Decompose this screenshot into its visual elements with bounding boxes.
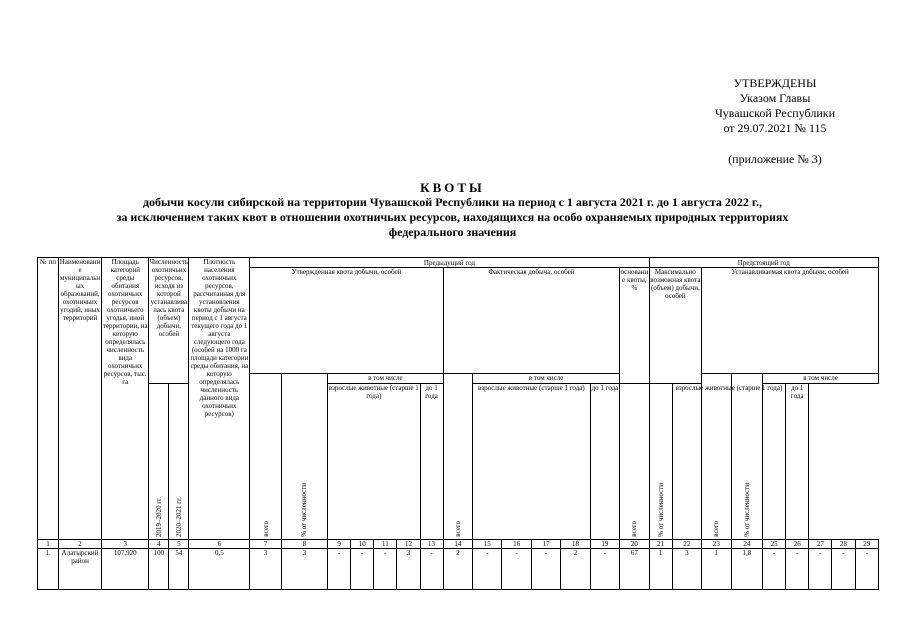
column-number: 2 bbox=[59, 540, 102, 549]
rotated-header-text: всего bbox=[261, 521, 270, 537]
header-approved-under: до 1 года bbox=[420, 384, 443, 540]
header-max-pct bbox=[649, 384, 672, 540]
table-cell: 100 bbox=[149, 549, 169, 590]
rotated-header-text: % от численности bbox=[742, 483, 751, 537]
column-numbers-row bbox=[38, 540, 879, 549]
table-cell: 1. bbox=[38, 549, 59, 590]
header-year-2020 bbox=[169, 384, 189, 540]
header-density: Плотность населения охотничьих ресурсов, рассчитанная для установления квоты добычи на период с 1 августа текущего года до 1 августа следующего года (особей на 1000 га площади категории среды обитания, на которую определялась численность данного вида охотничьих ресурсов) bbox=[189, 258, 250, 540]
header-actual-under: до 1 года bbox=[590, 384, 619, 540]
title-line-3: федерального значения bbox=[388, 225, 517, 239]
table-cell: 54 bbox=[169, 549, 189, 590]
table-cell: - bbox=[420, 549, 443, 590]
header-approved-total bbox=[250, 374, 282, 540]
column-number: 13 bbox=[420, 540, 443, 549]
column-number: 16 bbox=[502, 540, 531, 549]
header-count: Численность охотничьих ресурсов, исходя из которой устанавливалась квота (объем) добычи, особей bbox=[149, 258, 189, 384]
column-number: 28 bbox=[832, 540, 855, 549]
column-number: 19 bbox=[590, 540, 619, 549]
header-set-under: до 1 года bbox=[786, 384, 809, 540]
header-set-adult: взрослые животные (старше 1 года) bbox=[672, 384, 785, 540]
column-number: 21 bbox=[649, 540, 672, 549]
table-cell: 1 bbox=[702, 549, 731, 590]
table-cell: 3 bbox=[397, 549, 420, 590]
column-number: 3 bbox=[102, 540, 149, 549]
column-number: 17 bbox=[531, 540, 560, 549]
header-approved-adult: взрослые животные (старше 1 года) bbox=[328, 384, 420, 540]
table-cell: 3 bbox=[281, 549, 327, 590]
table-cell: - bbox=[502, 549, 531, 590]
approval-region: Чувашской Республики bbox=[714, 106, 836, 120]
header-set-quota: Устанавливаемая квота добычи, особей bbox=[702, 268, 879, 374]
table-cell: - bbox=[328, 549, 351, 590]
column-number: 18 bbox=[561, 540, 590, 549]
table-cell: 0,5 bbox=[189, 549, 250, 590]
header-next-year: Предстоящий год bbox=[649, 258, 878, 268]
header-name: Наименование муниципальных образований, охотничьих угодий, иных территорий bbox=[59, 258, 102, 540]
table-cell: 3 bbox=[672, 549, 701, 590]
table-cell: 1,8 bbox=[731, 549, 763, 590]
header-reason: основание квоты, % bbox=[620, 268, 649, 384]
header-actual-adult: взрослые животные (старше 1 года) bbox=[473, 384, 591, 540]
column-number: 7 bbox=[250, 540, 282, 549]
rotated-header-text: % от численности bbox=[300, 483, 309, 537]
table-cell: - bbox=[763, 549, 786, 590]
rotated-header-text: всего bbox=[712, 521, 721, 537]
table-cell: 107,920 bbox=[102, 549, 149, 590]
column-number: 27 bbox=[809, 540, 832, 549]
rotated-header-text: всего bbox=[453, 521, 462, 537]
column-number: 12 bbox=[397, 540, 420, 549]
rotated-header-text: всего bbox=[630, 521, 639, 537]
column-number: 5 bbox=[169, 540, 189, 549]
table-cell: - bbox=[855, 549, 878, 590]
table-cell: - bbox=[351, 549, 374, 590]
header-actual-total bbox=[443, 374, 472, 540]
header-number: № пп bbox=[38, 258, 59, 540]
column-number: 23 bbox=[702, 540, 731, 549]
header-approved-incl: в том числе bbox=[328, 374, 444, 384]
column-number: 26 bbox=[786, 540, 809, 549]
rotated-header-text: % от численности bbox=[656, 483, 665, 537]
column-number: 4 bbox=[149, 540, 169, 549]
header-max-quota: Максимально возможная квота (объем) добычи, особей bbox=[649, 268, 702, 384]
table-cell: 2 bbox=[443, 549, 472, 590]
column-number: 29 bbox=[855, 540, 878, 549]
table-cell: 2 bbox=[561, 549, 590, 590]
header-actual-harvest: Фактическая добыча, особей bbox=[443, 268, 620, 374]
table-cell: - bbox=[590, 549, 619, 590]
document-title bbox=[40, 180, 865, 240]
header-area: Площадь категорий среды обитания охотничьих ресурсов охотничьего угодья, иной территории, на которую определялась численность вида охотничьих ресурсов, тыс. га bbox=[102, 258, 149, 540]
column-number: 1 bbox=[38, 540, 59, 549]
rotated-header-text: 2020–2021 гг. bbox=[174, 497, 183, 537]
approval-title: УТВЕРЖДЕНЫ bbox=[733, 76, 817, 90]
header-year-2019 bbox=[149, 384, 169, 540]
table-cell: - bbox=[531, 549, 560, 590]
header-previous-year: Предыдущий год bbox=[250, 258, 649, 268]
header-approved-quota: Утвержденная квота добычи, особей bbox=[250, 268, 443, 374]
column-number: 15 bbox=[473, 540, 502, 549]
table-cell: - bbox=[832, 549, 855, 590]
header-max-total bbox=[620, 384, 649, 540]
table-cell: - bbox=[473, 549, 502, 590]
title-main: КВОТЫ bbox=[420, 180, 485, 195]
column-number: 6 bbox=[189, 540, 250, 549]
approval-block bbox=[690, 76, 860, 136]
table-cell: 67 bbox=[620, 549, 649, 590]
title-line-2: за исключением таких квот в отношении охотничьих ресурсов, находящихся на особо охраняемых природных территориях bbox=[116, 210, 789, 224]
approval-decree: Указом Главы bbox=[739, 91, 811, 105]
table-cell: - bbox=[809, 549, 832, 590]
table-row bbox=[38, 549, 879, 590]
table-cell: - bbox=[374, 549, 397, 590]
rotated-header-text: 2019–2020 гг. bbox=[154, 497, 163, 537]
column-number: 24 bbox=[731, 540, 763, 549]
column-number: 9 bbox=[328, 540, 351, 549]
column-number: 22 bbox=[672, 540, 701, 549]
appendix-note: (приложение № 3) bbox=[728, 152, 822, 166]
column-number: 11 bbox=[374, 540, 397, 549]
column-number: 25 bbox=[763, 540, 786, 549]
quota-table bbox=[37, 257, 879, 590]
row-name-cell: Алатырский район bbox=[59, 549, 102, 590]
table-cell: 3 bbox=[250, 549, 282, 590]
column-number: 20 bbox=[620, 540, 649, 549]
title-line-1: добычи косули сибирской на территории Чувашской Республики на период с 1 августа 2021 г. до 1 августа 2022 г., bbox=[142, 195, 763, 209]
approval-date: от 29.07.2021 № 115 bbox=[723, 121, 827, 135]
header-actual-incl: в том числе bbox=[473, 374, 620, 384]
header-set-incl: в том числе bbox=[763, 374, 879, 384]
table-cell: - bbox=[786, 549, 809, 590]
column-number: 14 bbox=[443, 540, 472, 549]
column-number: 8 bbox=[281, 540, 327, 549]
table-cell: 1 bbox=[649, 549, 672, 590]
header-approved-pct bbox=[281, 374, 327, 540]
column-number: 10 bbox=[351, 540, 374, 549]
